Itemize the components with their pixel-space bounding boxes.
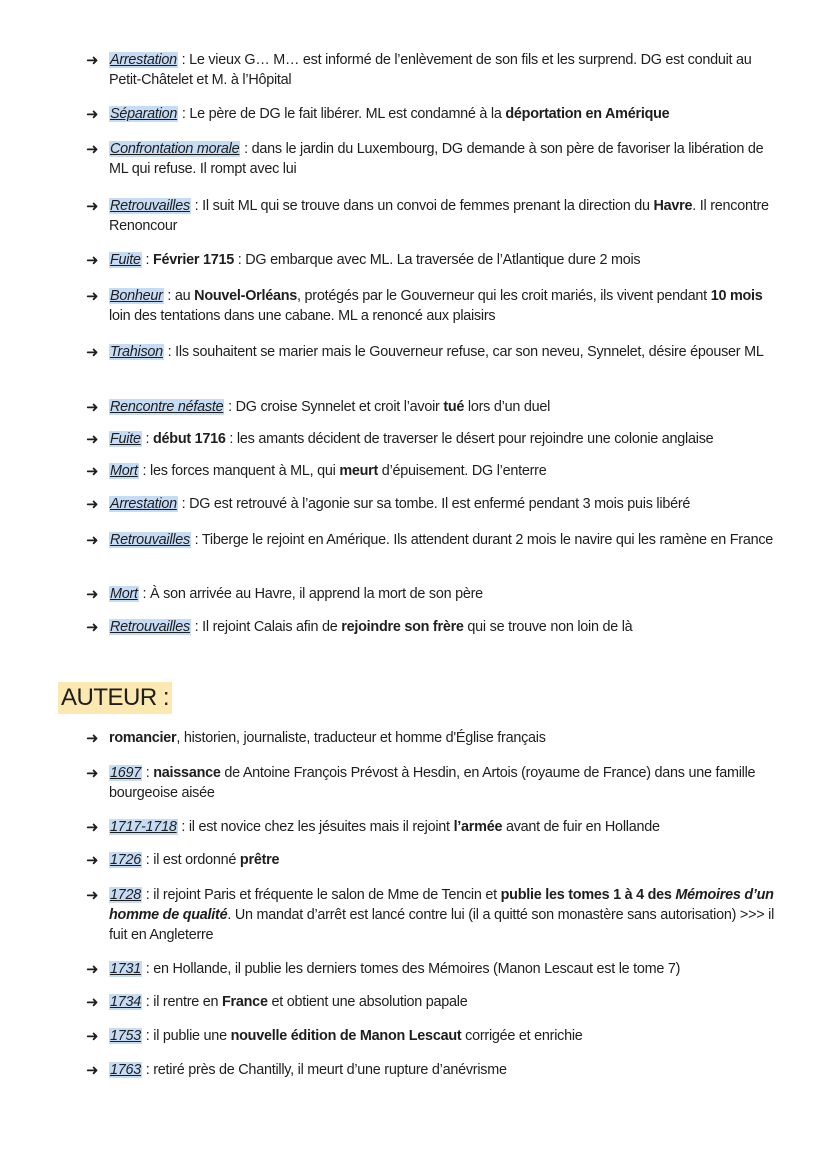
author-fact-item [86,885,776,945]
plot-event-text [109,530,776,550]
bold-text: tué [443,399,465,415]
author-fact-text [109,763,776,803]
body-text: : il rentre en [142,994,222,1010]
plot-event-item [86,494,776,514]
plot-event-highlight-label: Arrestation [110,52,177,68]
bold-text: début 1716 [153,431,226,447]
body-text: de Antoine François Prévost à Hesdin, en Artois (royaume de France) dans une famille bourgeoise aisée [109,765,756,801]
author-fact-text [109,959,776,979]
body-text: , historien, journaliste, traducteur et homme d'Église français [176,730,546,746]
body-text: : Il rejoint Calais afin de [190,619,342,635]
plot-event-text [109,139,776,179]
section-heading-auteur: AUTEUR : [58,682,172,714]
plot-event-highlight-label: Bonheur [110,288,163,304]
plot-event-item [86,139,776,179]
bold-text: rejoindre son frère [341,619,464,635]
arrow-bullet-icon: ➜ [86,197,99,215]
plot-event-text [109,104,776,124]
plot-event-text [109,196,776,236]
body-text: loin des tentations dans une cabane. ML a renoncé aux plaisirs [109,308,496,324]
body-text: avant de fuir en Hollande [502,819,660,835]
arrow-bullet-icon: ➜ [86,105,99,123]
author-fact-text [109,992,776,1012]
bold-text: l’armée [453,819,503,835]
body-text: : il est ordonné [142,852,240,868]
bold-text: romancier [109,730,177,746]
arrow-bullet-icon: ➜ [86,51,99,69]
body-text: : À son arrivée au Havre, il apprend la mort de son père [138,586,483,602]
plot-event-item [86,397,776,417]
bold-text: prêtre [239,852,280,868]
arrow-bullet-icon: ➜ [86,960,99,978]
author-fact-item [86,850,776,870]
plot-event-item [86,617,776,637]
author-fact-highlight-label: 1731 [110,961,142,977]
body-text: : en Hollande, il publie les derniers tomes des Mémoires (Manon Lescaut est le tome 7) [142,961,681,977]
plot-event-highlight-label: Retrouvailles [110,532,190,548]
plot-event-highlight-label: Retrouvailles [110,619,190,635]
arrow-bullet-icon: ➜ [86,430,99,448]
arrow-bullet-icon: ➜ [86,993,99,1011]
body-text: et obtient une absolution papale [267,994,468,1010]
author-fact-text [109,1026,776,1046]
plot-event-highlight-label: Arrestation [110,496,177,512]
author-fact-item [86,959,776,979]
plot-event-text [109,50,776,90]
plot-event-text [109,494,776,514]
plot-event-item [86,530,776,550]
author-fact-highlight-label: 1753 [110,1028,142,1044]
arrow-bullet-icon: ➜ [86,1027,99,1045]
body-text: : il publie une [142,1028,231,1044]
body-text: : retiré près de Chantilly, il meurt d’une rupture d’anévrisme [142,1062,507,1078]
plot-event-item [86,342,776,362]
author-fact-item [86,763,776,803]
author-fact-highlight-label: 1726 [110,852,142,868]
bold-text: publie les tomes 1 à 4 des [500,887,676,903]
body-text: : Il suit ML qui se trouve dans un convoi de femmes prenant la direction du [190,198,654,214]
arrow-bullet-icon: ➜ [86,886,99,904]
plot-event-highlight-label: Mort [110,463,138,479]
author-fact-text [109,817,776,837]
arrow-bullet-icon: ➜ [86,462,99,480]
plot-event-highlight-label: Rencontre néfaste [110,399,224,415]
arrow-bullet-icon: ➜ [86,140,99,158]
body-text: : Le père de DG le fait libérer. ML est condamné à la [178,106,506,122]
plot-event-item [86,104,776,124]
plot-event-text [109,584,776,604]
bold-text: déportation en Amérique [505,106,670,122]
plot-event-highlight-label: Trahison [110,344,163,360]
body-text: : Le vieux G… M… est informé de l’enlèvement de son fils et les surprend. DG est conduit au Petit-Châtelet et M. à l’Hôpital [109,52,752,88]
author-fact-item [86,1026,776,1046]
body-text: corrigée et enrichie [461,1028,583,1044]
bold-text: France [222,994,268,1010]
body-text: d’épuisement. DG l’enterre [378,463,547,479]
plot-event-highlight-label: Retrouvailles [110,198,190,214]
plot-event-text [109,342,776,362]
body-text: : Tiberge le rejoint en Amérique. Ils attendent durant 2 mois le navire qui les ramène en France [190,532,774,548]
plot-event-text [109,429,776,449]
plot-event-highlight-label: Séparation [110,106,178,122]
body-text: qui se trouve non loin de là [463,619,633,635]
author-fact-item [86,992,776,1012]
author-fact-highlight-label: 1697 [110,765,142,781]
author-fact-item [86,817,776,837]
author-fact-highlight-label: 1717-1718 [110,819,177,835]
arrow-bullet-icon: ➜ [86,398,99,416]
arrow-bullet-icon: ➜ [86,851,99,869]
plot-event-text [109,617,776,637]
body-text: lors d’un duel [464,399,551,415]
arrow-bullet-icon: ➜ [86,585,99,603]
body-text: : [141,252,153,268]
bold-text: meurt [339,463,379,479]
plot-event-item [86,584,776,604]
plot-event-text [109,250,776,270]
plot-event-item [86,286,776,326]
body-text: . Un mandat d’arrêt est lancé contre lui (il a quitté son monastère sans autorisation) >>> il fuit en Angleterre [109,907,775,943]
body-text: : il rejoint Paris et fréquente le salon de Mme de Tencin et [142,887,501,903]
plot-event-item [86,429,776,449]
plot-event-item [86,196,776,236]
body-text: , protégés par le Gouverneur qui les croit mariés, ils vivent pendant [297,288,711,304]
arrow-bullet-icon: ➜ [86,495,99,513]
body-text: . Il rencontre Renoncour [109,198,769,234]
body-text: : DG embarque avec ML. La traversée de l’Atlantique dure 2 mois [234,252,641,268]
bold-text: Mémoires d’un homme de qualité [109,887,774,923]
body-text: : dans le jardin du Luxembourg, DG demande à son père de favoriser la libération de ML qui refuse. Il rompt avec lui [109,141,764,177]
author-fact-text [109,1060,776,1080]
body-text: : DG croise Synnelet et croit l’avoir [224,399,444,415]
plot-event-item [86,50,776,90]
arrow-bullet-icon: ➜ [86,287,99,305]
plot-event-text [109,286,776,326]
body-text: : [142,765,154,781]
author-fact-highlight-label: 1728 [110,887,142,903]
author-fact-text [109,728,776,748]
arrow-bullet-icon: ➜ [86,764,99,782]
author-fact-text [109,885,776,945]
plot-event-highlight-label: Fuite [110,252,141,268]
plot-event-text [109,397,776,417]
arrow-bullet-icon: ➜ [86,531,99,549]
bold-text: 10 mois [710,288,763,304]
author-fact-highlight-label: 1763 [110,1062,142,1078]
bold-text: Havre [653,198,693,214]
body-text: : il est novice chez les jésuites mais il rejoint [177,819,454,835]
bold-text: naissance [153,765,221,781]
body-text: : les forces manquent à ML, qui [138,463,340,479]
author-fact-item [86,1060,776,1080]
plot-event-item [86,250,776,270]
author-fact-text [109,850,776,870]
bold-text: nouvelle édition de Manon Lescaut [230,1028,462,1044]
arrow-bullet-icon: ➜ [86,1061,99,1079]
arrow-bullet-icon: ➜ [86,818,99,836]
body-text: : au [163,288,195,304]
plot-event-item [86,461,776,481]
bold-text: Nouvel-Orléans [194,288,298,304]
plot-event-highlight-label: Mort [110,586,138,602]
arrow-bullet-icon: ➜ [86,251,99,269]
body-text: : [141,431,153,447]
plot-event-highlight-label: Confrontation morale [110,141,240,157]
body-text: : Ils souhaitent se marier mais le Gouverneur refuse, car son neveu, Synnelet, désire épouser ML [163,344,764,360]
body-text: : DG est retrouvé à l’agonie sur sa tombe. Il est enfermé pendant 3 mois puis libéré [177,496,691,512]
bold-text: Février 1715 [153,252,235,268]
arrow-bullet-icon: ➜ [86,618,99,636]
plot-event-highlight-label: Fuite [110,431,141,447]
arrow-bullet-icon: ➜ [86,343,99,361]
author-fact-item [86,728,776,748]
arrow-bullet-icon: ➜ [86,729,99,747]
body-text: : les amants décident de traverser le désert pour rejoindre une colonie anglaise [225,431,714,447]
author-fact-highlight-label: 1734 [110,994,142,1010]
plot-event-text [109,461,776,481]
